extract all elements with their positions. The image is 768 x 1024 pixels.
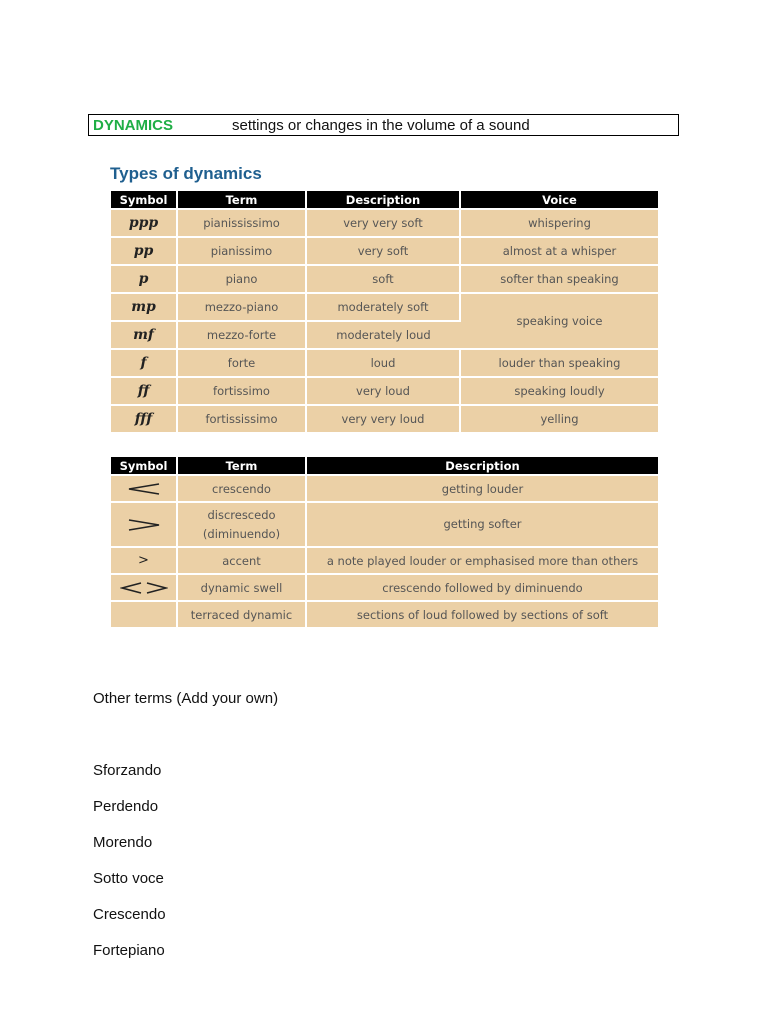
table-row xyxy=(111,349,658,377)
symbol-cell: ff xyxy=(111,377,177,405)
term-cell: fortississimo xyxy=(177,405,306,432)
table-row xyxy=(111,475,658,502)
accent-symbol: > xyxy=(111,547,177,574)
description-cell: loud xyxy=(306,349,460,377)
header-symbol: Symbol xyxy=(111,457,177,475)
description-cell: very very soft xyxy=(306,209,460,237)
term-main: discrescedo xyxy=(207,507,276,522)
header-description: Description xyxy=(306,457,658,475)
description-cell: moderately soft xyxy=(306,293,460,321)
term-cell: pianissimo xyxy=(177,237,306,265)
dynamics-table xyxy=(111,191,658,432)
header-voice: Voice xyxy=(460,191,658,209)
list-item: Crescendo xyxy=(93,906,166,923)
term-cell: accent xyxy=(177,547,306,574)
symbol-cell: f xyxy=(111,349,177,377)
description-cell: sections of loud followed by sections of soft xyxy=(306,601,658,627)
symbol-cell xyxy=(111,601,177,627)
symbol-cell: mp xyxy=(111,293,177,321)
symbol-cell xyxy=(111,574,177,601)
table-row xyxy=(111,601,658,627)
list-item: Perdendo xyxy=(93,798,159,815)
list-item: Morendo xyxy=(93,834,153,851)
description-cell: moderately loud xyxy=(306,321,460,349)
term-cell: forte xyxy=(177,349,306,377)
description-cell: getting louder xyxy=(306,475,658,502)
table-row xyxy=(111,377,658,405)
symbol-cell: p xyxy=(111,265,177,293)
description-cell: soft xyxy=(306,265,460,293)
term-cell: dynamic swell xyxy=(177,574,306,601)
other-terms-list xyxy=(93,762,166,978)
types-of-dynamics-title: Types of dynamics xyxy=(110,164,262,183)
table-row xyxy=(111,209,658,237)
header-description: Description xyxy=(306,191,460,209)
symbol-cell xyxy=(111,502,177,547)
term-alternate: (diminuendo) xyxy=(202,526,281,541)
term-cell: pianississimo xyxy=(177,209,306,237)
other-terms-heading: Other terms (Add your own) xyxy=(93,690,279,707)
symbol-cell: fff xyxy=(111,405,177,432)
symbol-cell: ppp xyxy=(111,209,177,237)
list-item: Sforzando xyxy=(93,762,162,779)
term-cell: fortissimo xyxy=(177,377,306,405)
term-cell xyxy=(177,502,306,547)
voice-cell: almost at a whisper xyxy=(460,237,658,265)
header-symbol: Symbol xyxy=(111,191,177,209)
table-row xyxy=(111,547,658,574)
description-cell: crescendo followed by diminuendo xyxy=(306,574,658,601)
dynamics-definition: settings or changes in the volume of a sound xyxy=(232,116,530,134)
table-row xyxy=(111,293,658,321)
table-header-row xyxy=(111,457,658,475)
voice-cell: softer than speaking xyxy=(460,265,658,293)
table-row xyxy=(111,574,658,601)
table-row xyxy=(111,502,658,547)
term-cell: mezzo-piano xyxy=(177,293,306,321)
dynamics-term: DYNAMICS xyxy=(93,116,174,134)
voice-cell: louder than speaking xyxy=(460,349,658,377)
dynamics-definition-box xyxy=(88,114,679,136)
dynamic-changes-table xyxy=(111,457,658,627)
table-row xyxy=(111,265,658,293)
symbol-cell xyxy=(111,475,177,502)
list-item: Fortepiano xyxy=(93,942,165,959)
table-header-row xyxy=(111,191,658,209)
voice-cell-merged: speaking voice xyxy=(460,293,658,349)
table-row xyxy=(111,405,658,432)
voice-cell: yelling xyxy=(460,405,658,432)
list-item: Sotto voce xyxy=(93,870,164,887)
dynamic-swell-icon xyxy=(120,582,168,594)
symbol-cell: pp xyxy=(111,237,177,265)
crescendo-hairpin-icon xyxy=(128,483,160,495)
header-term: Term xyxy=(177,457,306,475)
decrescendo-hairpin-icon xyxy=(128,519,160,531)
symbol-cell: mf xyxy=(111,321,177,349)
term-cell: terraced dynamic xyxy=(177,601,306,627)
description-cell: a note played louder or emphasised more than others xyxy=(306,547,658,574)
voice-cell: speaking loudly xyxy=(460,377,658,405)
table-row xyxy=(111,237,658,265)
description-cell: very loud xyxy=(306,377,460,405)
voice-cell: whispering xyxy=(460,209,658,237)
term-cell: mezzo-forte xyxy=(177,321,306,349)
term-cell: piano xyxy=(177,265,306,293)
header-term: Term xyxy=(177,191,306,209)
term-cell: crescendo xyxy=(177,475,306,502)
description-cell: getting softer xyxy=(306,502,658,547)
description-cell: very very loud xyxy=(306,405,460,432)
description-cell: very soft xyxy=(306,237,460,265)
